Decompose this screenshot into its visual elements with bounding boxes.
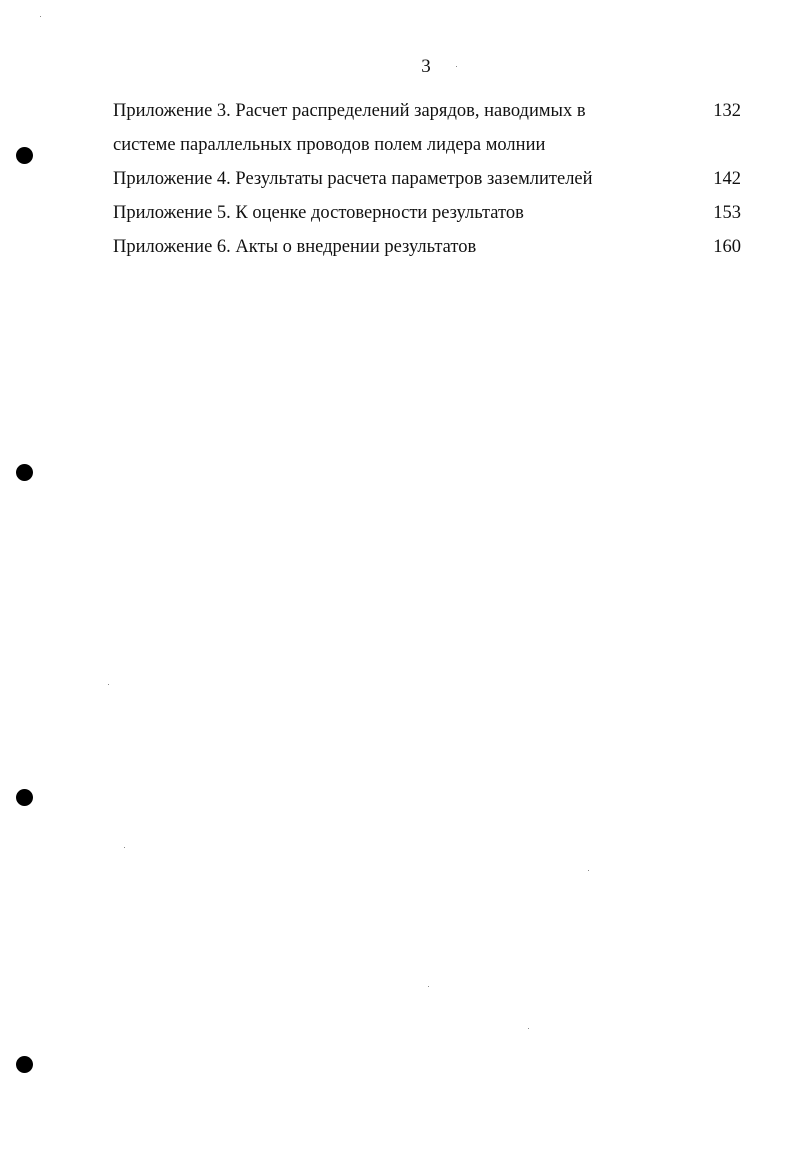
binder-hole (16, 147, 33, 164)
toc-entry-appendix-6 (113, 230, 743, 264)
scan-speck (124, 847, 125, 848)
toc-entry-title (113, 94, 743, 162)
toc-entry-title: Приложение 6. Акты о внедрении результатов (113, 237, 477, 257)
toc-entry-appendix-3 (113, 94, 743, 162)
toc-entry-title: Приложение 5. К оценке достоверности результатов (113, 203, 524, 223)
page-number: 3 (421, 56, 431, 77)
scan-speck (588, 870, 589, 871)
toc-entry-page: 160 (713, 237, 741, 257)
toc-entry-title: Приложение 4. Результаты расчета параметров заземлителей (113, 169, 593, 189)
toc-entry-title-line: системе параллельных проводов полем лидера молнии (113, 135, 546, 155)
scan-speck (108, 684, 109, 685)
scan-speck (456, 66, 457, 67)
toc-entry-appendix-5 (113, 196, 743, 230)
toc-entry-page: 153 (713, 203, 741, 223)
binder-hole (16, 1056, 33, 1073)
scan-speck (428, 986, 429, 987)
scan-speck (40, 16, 41, 17)
toc-entry-appendix-4 (113, 162, 743, 196)
binder-hole (16, 464, 33, 481)
toc-entry-title-line: Приложение 3. Расчет распределений зарядов, наводимых в (113, 101, 586, 121)
scan-speck (528, 1028, 529, 1029)
binder-hole (16, 789, 33, 806)
table-of-contents (113, 94, 743, 264)
toc-entry-page: 142 (713, 169, 741, 189)
toc-entry-page: 132 (713, 101, 741, 121)
